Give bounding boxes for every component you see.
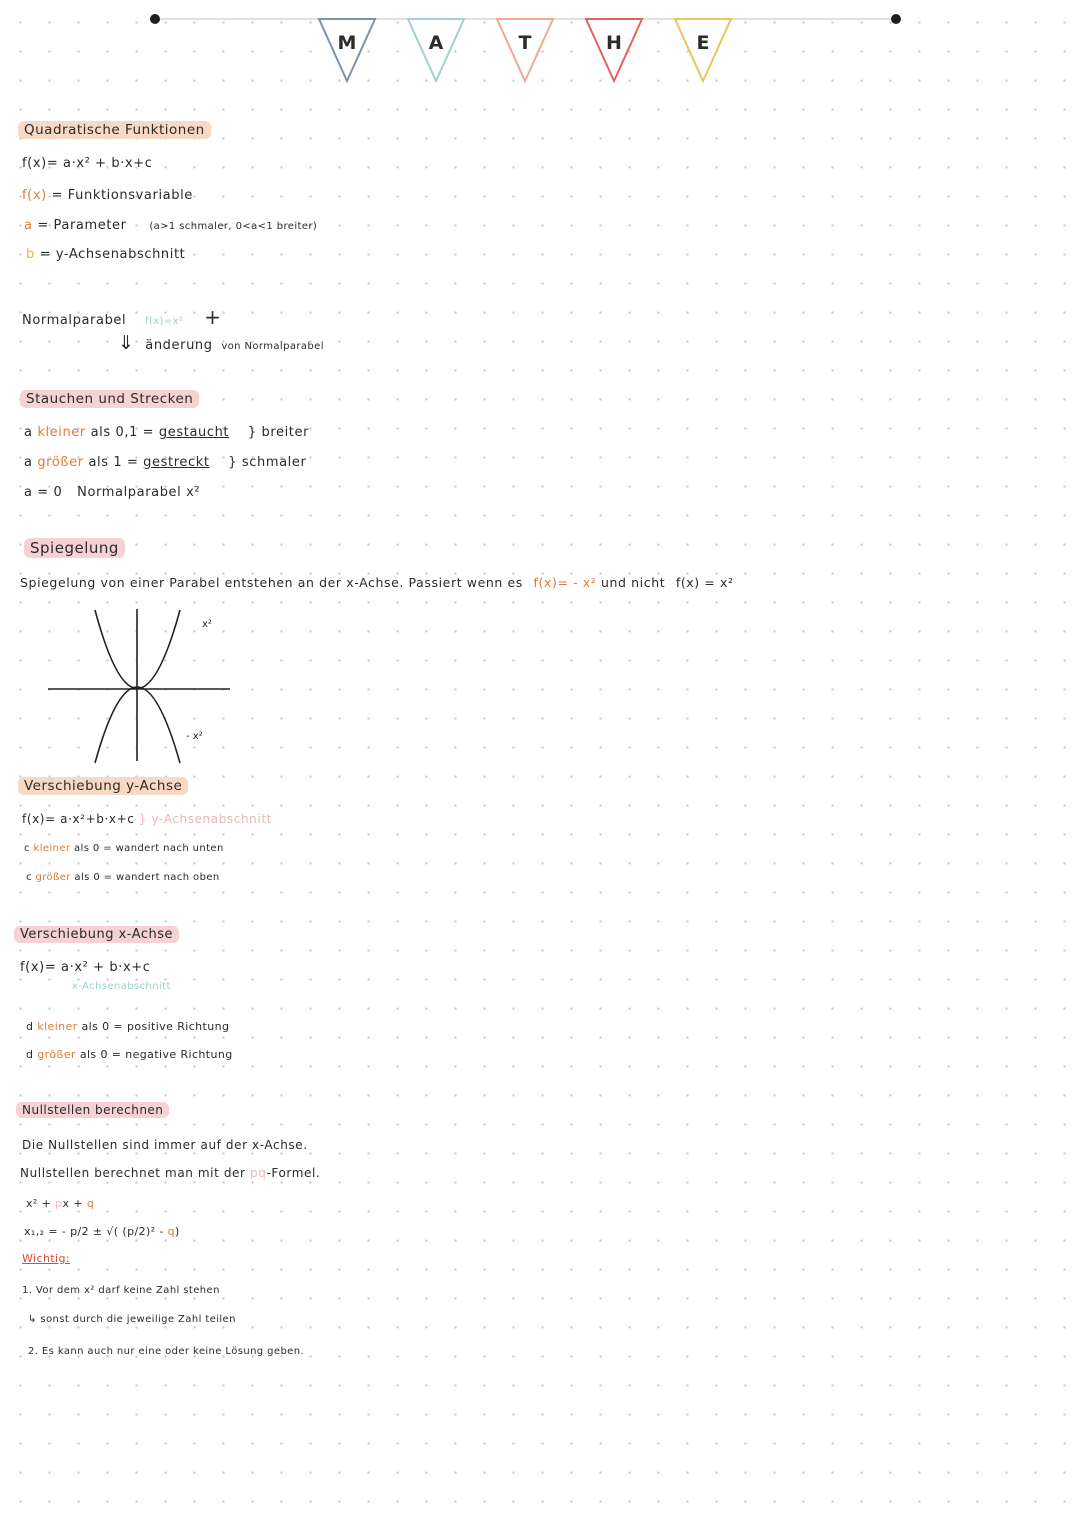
- mirror-f-negative: f(x)= - x²: [533, 575, 597, 590]
- banner-letter-a: A: [428, 32, 444, 54]
- pq-solution-end: ): [175, 1225, 180, 1238]
- normal-parabola-label: Normalparabel: [22, 313, 127, 328]
- zeros-line-2-pq: pq: [250, 1166, 267, 1180]
- banner-letter-t: T: [518, 32, 532, 54]
- banner-right-pin: [891, 14, 901, 24]
- rule-1b: ↳ sonst durch die jeweilige Zahl teilen: [28, 1314, 236, 1325]
- shift-y-line-2-rest: als 0 = wandert nach oben: [74, 872, 220, 883]
- shift-y-brace-note: } y-Achsenabschnitt: [138, 812, 272, 826]
- stretch-line-2-rest: als 1 =: [88, 455, 139, 470]
- stretch-heading: Stauchen und Strecken: [20, 390, 199, 408]
- shift-y-line-2-c: c: [26, 872, 32, 883]
- pq-solution-formula: [24, 1225, 180, 1238]
- parameter-desc: = Parameter: [37, 218, 127, 233]
- rule-2: 2. Es kann auch nur eine oder keine Lösung geben.: [28, 1346, 305, 1357]
- stretch-line-2-brace: } schmaler: [228, 455, 307, 470]
- parameter-line: [24, 218, 317, 233]
- stretch-line-3-rest: Normalparabel x²: [77, 485, 201, 500]
- mirror-f-positive: f(x) = x²: [675, 575, 734, 590]
- stretch-line-1-brace: } breiter: [247, 425, 310, 440]
- banner-letter-e: E: [696, 32, 710, 54]
- stretch-line-1-result: gestaucht: [158, 425, 230, 440]
- pq-normal-form-mid: x +: [62, 1197, 87, 1210]
- shift-x-line-1-d: d: [26, 1020, 34, 1033]
- shift-y-line-2: [26, 872, 220, 883]
- stretch-line-3-a: a = 0: [24, 485, 63, 500]
- banner-letter-h: H: [606, 32, 622, 54]
- parameter-key: a: [24, 218, 33, 233]
- zeros-line-2-b: -Formel.: [266, 1166, 321, 1180]
- down-arrow-icon: ⇓: [118, 332, 135, 354]
- quadratic-heading: Quadratische Funktionen: [18, 121, 211, 139]
- function-variable-key: f(x): [22, 188, 47, 203]
- change-rest: von Normalparabel: [221, 341, 324, 352]
- shift-x-line-2-rest: als 0 = negative Richtung: [79, 1048, 233, 1061]
- zeros-line-2: [20, 1166, 320, 1180]
- shift-x-line-2-word: größer: [37, 1048, 76, 1061]
- stretch-line-2-word: größer: [37, 455, 84, 470]
- stretch-line-3: [24, 485, 200, 500]
- normal-parabola-line: [22, 305, 221, 329]
- pq-normal-form-p: p: [55, 1197, 63, 1210]
- stretch-line-2-a: a: [24, 455, 33, 470]
- pq-normal-form-a: x² +: [26, 1197, 56, 1210]
- rule-1: 1. Vor dem x² darf keine Zahl stehen: [22, 1285, 220, 1296]
- pq-normal-form-q: q: [86, 1197, 95, 1210]
- shift-x-sub-note: x-Achsenabschnitt: [72, 981, 171, 992]
- shift-y-line-1: [24, 843, 224, 854]
- mirror-heading: Spiegelung: [24, 538, 125, 558]
- stretch-line-1: [24, 425, 309, 440]
- stretch-line-1-word: kleiner: [37, 425, 86, 440]
- banner-letter-m: M: [337, 32, 357, 54]
- intercept-line: [26, 247, 185, 262]
- shift-x-line-1: [26, 1020, 229, 1033]
- mirror-text-line: [20, 575, 734, 590]
- shift-x-formula: f(x)= a·x² + b·x+c: [20, 960, 151, 975]
- shift-y-line-1-rest: als 0 = wandert nach unten: [74, 843, 224, 854]
- mirror-text: Spiegelung von einer Parabel entstehen an der x-Achse. Passiert wenn es: [20, 575, 523, 590]
- math-banner: [0, 0, 1080, 100]
- pq-solution-q: q: [167, 1225, 176, 1238]
- change-line: [118, 332, 324, 354]
- shift-x-line-2: [26, 1048, 233, 1061]
- shift-y-line-1-word: kleiner: [33, 843, 71, 854]
- zeros-line-2-a: Nullstellen berechnet man mit der: [20, 1166, 246, 1180]
- intercept-key: b: [26, 247, 35, 262]
- important-label: Wichtig:: [22, 1252, 70, 1265]
- shift-y-heading: Verschiebung y-Achse: [18, 777, 188, 795]
- mirror-parabola-graph: [40, 605, 240, 765]
- pq-solution-a: x₁,₂ = - p/2 ± √( (p/2)² -: [24, 1225, 168, 1238]
- change-word: änderung: [145, 338, 213, 353]
- stretch-line-2-result: gestreckt: [143, 455, 210, 470]
- shift-y-line-2-word: größer: [35, 872, 71, 883]
- graph-label-up: x²: [202, 619, 212, 630]
- parameter-note: (a>1 schmaler, 0<a<1 breiter): [149, 221, 318, 232]
- normal-parabola-formula: f(x)=x²: [144, 316, 184, 327]
- shift-x-heading: Verschiebung x-Achse: [14, 926, 179, 943]
- stretch-line-1-a: a: [24, 425, 33, 440]
- stretch-line-2: [24, 455, 306, 470]
- shift-x-line-2-d: d: [26, 1048, 34, 1061]
- intercept-desc: = y-Achsenabschnitt: [39, 247, 186, 262]
- banner-left-pin: [150, 14, 160, 24]
- shift-x-line-1-rest: als 0 = positive Richtung: [81, 1020, 230, 1033]
- stretch-line-1-rest: als 0,1 =: [90, 425, 155, 440]
- shift-y-formula-line: [22, 812, 272, 826]
- shift-y-formula: f(x)= a·x²+b·x+c: [22, 812, 135, 826]
- axis-cross-icon: +: [204, 305, 222, 329]
- general-formula: f(x)= a·x² + b·x+c: [22, 156, 153, 171]
- function-variable-line: [22, 188, 193, 203]
- shift-y-line-1-c: c: [24, 843, 30, 854]
- mirror-and-not: und nicht: [600, 575, 666, 590]
- zeros-line-1: Die Nullstellen sind immer auf der x-Achse.: [22, 1138, 308, 1152]
- zeros-heading: Nullstellen berechnen: [16, 1102, 169, 1118]
- pq-normal-form: [26, 1197, 94, 1210]
- graph-label-down: - x²: [186, 731, 203, 742]
- function-variable-desc: = Funktionsvariable: [51, 188, 193, 203]
- shift-x-line-1-word: kleiner: [37, 1020, 78, 1033]
